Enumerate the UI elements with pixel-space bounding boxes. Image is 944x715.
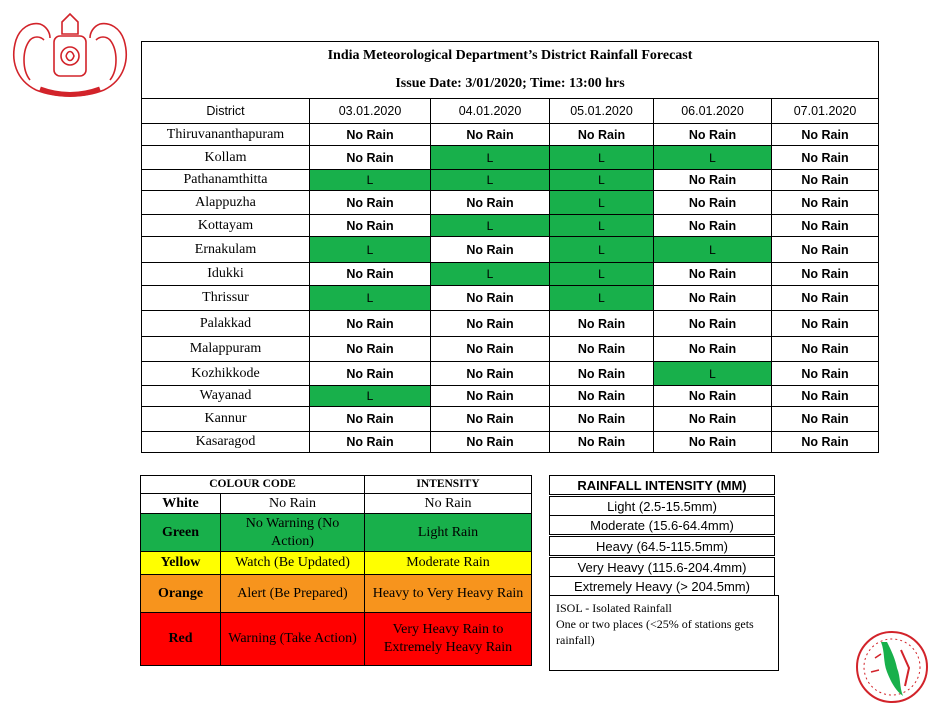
forecast-cell: L xyxy=(310,286,431,311)
district-name: Alappuzha xyxy=(142,191,310,215)
forecast-cell: No Rain xyxy=(431,311,550,337)
forecast-cell: L xyxy=(654,237,772,263)
forecast-cell: No Rain xyxy=(654,170,772,191)
forecast-cell: No Rain xyxy=(772,263,879,286)
forecast-cell: No Rain xyxy=(550,432,654,453)
legend-meaning: No Rain xyxy=(221,494,365,514)
forecast-cell: L xyxy=(550,263,654,286)
table-header-row xyxy=(142,99,879,124)
forecast-cell: No Rain xyxy=(310,337,431,362)
column-header-date: 05.01.2020 xyxy=(550,99,654,124)
forecast-cell: L xyxy=(654,146,772,170)
note-line-1: ISOL - Isolated Rainfall xyxy=(556,601,672,615)
district-name: Kollam xyxy=(142,146,310,170)
district-name: Malappuram xyxy=(142,337,310,362)
legend-colour-name: Green xyxy=(141,514,221,552)
forecast-cell: L xyxy=(431,170,550,191)
forecast-cell: No Rain xyxy=(772,432,879,453)
column-header-date: 06.01.2020 xyxy=(654,99,772,124)
forecast-cell: No Rain xyxy=(772,124,879,146)
forecast-cell: No Rain xyxy=(772,146,879,170)
legend-colour-name: Orange xyxy=(141,575,221,613)
district-name: Kasaragod xyxy=(142,432,310,453)
district-row xyxy=(142,237,879,263)
forecast-cell: No Rain xyxy=(772,191,879,215)
district-row xyxy=(142,191,879,215)
forecast-title: India Meteorological Department’s District Rainfall Forecast xyxy=(142,42,879,71)
forecast-cell: No Rain xyxy=(550,124,654,146)
forecast-cell: No Rain xyxy=(310,191,431,215)
forecast-cell: No Rain xyxy=(550,337,654,362)
legend-intensity: No Rain xyxy=(365,494,532,514)
forecast-cell: No Rain xyxy=(772,386,879,407)
district-name: Thrissur xyxy=(142,286,310,311)
forecast-body xyxy=(142,124,879,453)
legend-intensity: Light Rain xyxy=(365,514,532,552)
district-rainfall-forecast-table xyxy=(141,41,879,453)
forecast-cell: No Rain xyxy=(310,146,431,170)
forecast-cell: No Rain xyxy=(772,407,879,432)
forecast-cell: No Rain xyxy=(550,311,654,337)
legend-colour-name: Yellow xyxy=(141,552,221,575)
forecast-cell: No Rain xyxy=(654,191,772,215)
district-name: Palakkad xyxy=(142,311,310,337)
forecast-cell: L xyxy=(431,215,550,237)
legend-row xyxy=(141,575,532,613)
forecast-cell: L xyxy=(550,170,654,191)
legend-row xyxy=(141,494,532,514)
legend-row xyxy=(141,514,532,552)
legend-row xyxy=(141,552,532,575)
forecast-cell: No Rain xyxy=(310,407,431,432)
district-name: Kottayam xyxy=(142,215,310,237)
note-line-2: One or two places (<25% of stations gets rainfall) xyxy=(556,617,754,647)
forecast-cell: No Rain xyxy=(310,362,431,386)
forecast-cell: No Rain xyxy=(772,215,879,237)
forecast-cell: No Rain xyxy=(654,124,772,146)
forecast-cell: No Rain xyxy=(772,170,879,191)
district-name: Kannur xyxy=(142,407,310,432)
forecast-cell: No Rain xyxy=(310,263,431,286)
forecast-cell: No Rain xyxy=(550,362,654,386)
imd-map-logo xyxy=(851,628,933,706)
district-row xyxy=(142,170,879,191)
district-name: Ernakulam xyxy=(142,237,310,263)
forecast-cell: No Rain xyxy=(654,311,772,337)
forecast-cell: No Rain xyxy=(772,286,879,311)
column-header-district: District xyxy=(142,99,310,124)
district-row xyxy=(142,286,879,311)
kerala-emblem-logo xyxy=(6,10,134,98)
district-name: Pathanamthitta xyxy=(142,170,310,191)
legend-meaning: No Warning (No Action) xyxy=(221,514,365,552)
intensity-header: INTENSITY xyxy=(365,476,532,494)
colour-code-table xyxy=(140,475,532,666)
forecast-cell: No Rain xyxy=(654,337,772,362)
forecast-cell: No Rain xyxy=(431,407,550,432)
forecast-cell: L xyxy=(550,191,654,215)
district-row xyxy=(142,407,879,432)
issue-date: Issue Date: 3/01/2020; Time: 13:00 hrs xyxy=(142,70,879,99)
district-row xyxy=(142,311,879,337)
legend-intensity: Heavy to Very Heavy Rain xyxy=(365,575,532,613)
district-name: Thiruvananthapuram xyxy=(142,124,310,146)
forecast-cell: No Rain xyxy=(772,311,879,337)
forecast-cell: No Rain xyxy=(654,386,772,407)
forecast-cell: No Rain xyxy=(654,286,772,311)
forecast-cell: No Rain xyxy=(772,362,879,386)
forecast-cell: No Rain xyxy=(550,407,654,432)
forecast-cell: No Rain xyxy=(654,407,772,432)
forecast-cell: No Rain xyxy=(431,337,550,362)
forecast-cell: No Rain xyxy=(431,362,550,386)
forecast-cell: No Rain xyxy=(550,386,654,407)
intensity-item: Very Heavy (115.6-204.4mm) xyxy=(550,558,775,577)
forecast-cell: No Rain xyxy=(431,386,550,407)
intensity-item: Moderate (15.6-64.4mm) xyxy=(550,516,775,535)
column-header-date: 03.01.2020 xyxy=(310,99,431,124)
district-row xyxy=(142,146,879,170)
legend-intensity: Very Heavy Rain to Extremely Heavy Rain xyxy=(365,613,532,666)
intensity-item: Light (2.5-15.5mm) xyxy=(550,497,775,516)
forecast-cell: No Rain xyxy=(431,237,550,263)
forecast-cell: L xyxy=(310,237,431,263)
forecast-cell: No Rain xyxy=(310,311,431,337)
forecast-cell: L xyxy=(431,146,550,170)
intensity-item: Heavy (64.5-115.5mm) xyxy=(550,537,775,556)
isolated-rainfall-note xyxy=(549,595,779,671)
district-row xyxy=(142,386,879,407)
legend-body xyxy=(141,494,532,666)
forecast-cell: L xyxy=(654,362,772,386)
column-header-date: 07.01.2020 xyxy=(772,99,879,124)
district-row xyxy=(142,215,879,237)
forecast-cell: No Rain xyxy=(654,263,772,286)
district-name: Idukki xyxy=(142,263,310,286)
forecast-cell: L xyxy=(550,286,654,311)
rainfall-intensity-title: RAINFALL INTENSITY (MM) xyxy=(550,476,775,495)
forecast-cell: No Rain xyxy=(431,432,550,453)
forecast-cell: No Rain xyxy=(772,337,879,362)
forecast-cell: L xyxy=(550,215,654,237)
district-row xyxy=(142,263,879,286)
intensity-item: Extremely Heavy (> 204.5mm) xyxy=(550,577,775,596)
forecast-cell: L xyxy=(310,386,431,407)
rainfall-intensity-table xyxy=(549,475,775,596)
district-row xyxy=(142,432,879,453)
legend-colour-name: White xyxy=(141,494,221,514)
legend-intensity: Moderate Rain xyxy=(365,552,532,575)
forecast-cell: L xyxy=(550,237,654,263)
forecast-cell: No Rain xyxy=(310,432,431,453)
legend-meaning: Watch (Be Updated) xyxy=(221,552,365,575)
legend-row xyxy=(141,613,532,666)
forecast-cell: No Rain xyxy=(431,191,550,215)
legend-colour-name: Red xyxy=(141,613,221,666)
district-row xyxy=(142,362,879,386)
forecast-cell: L xyxy=(431,263,550,286)
legend-meaning: Alert (Be Prepared) xyxy=(221,575,365,613)
district-row xyxy=(142,124,879,146)
forecast-cell: No Rain xyxy=(310,124,431,146)
forecast-cell: No Rain xyxy=(654,432,772,453)
district-name: Wayanad xyxy=(142,386,310,407)
forecast-cell: No Rain xyxy=(654,215,772,237)
legend-meaning: Warning (Take Action) xyxy=(221,613,365,666)
forecast-cell: No Rain xyxy=(431,124,550,146)
forecast-cell: L xyxy=(310,170,431,191)
forecast-cell: No Rain xyxy=(431,286,550,311)
district-name: Kozhikkode xyxy=(142,362,310,386)
column-header-date: 04.01.2020 xyxy=(431,99,550,124)
forecast-cell: No Rain xyxy=(772,237,879,263)
colour-code-header: COLOUR CODE xyxy=(141,476,365,494)
forecast-cell: L xyxy=(550,146,654,170)
district-row xyxy=(142,337,879,362)
forecast-cell: No Rain xyxy=(310,215,431,237)
